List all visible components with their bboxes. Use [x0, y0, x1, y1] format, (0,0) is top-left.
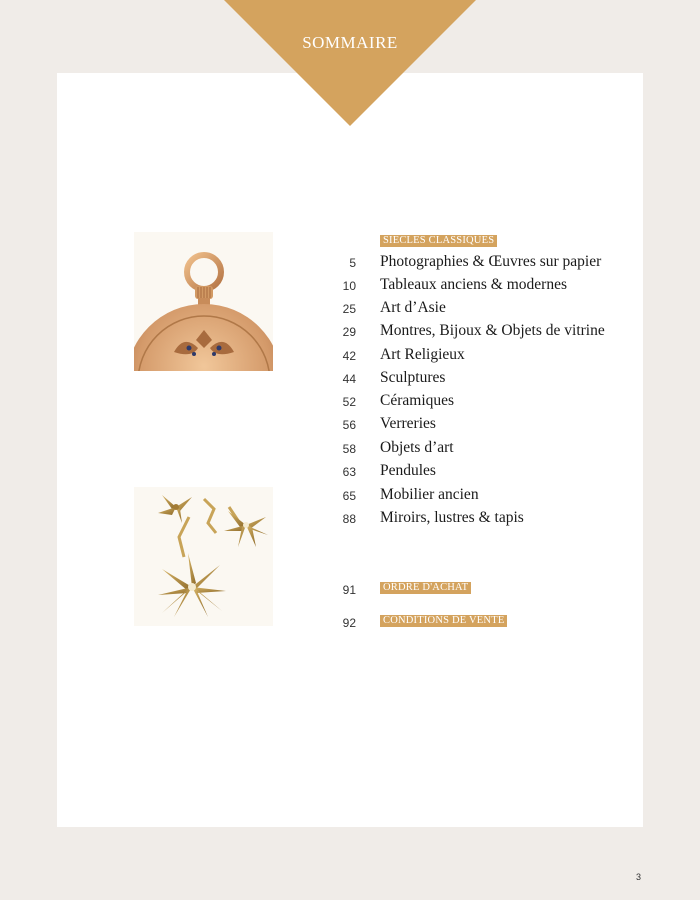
toc-item[interactable]: [300, 369, 640, 391]
toc-page-number: 88: [342, 512, 356, 526]
toc-item[interactable]: [300, 439, 640, 461]
toc-item[interactable]: [300, 276, 640, 298]
toc-page-number: 63: [342, 465, 356, 479]
pocket-watch-photo: [134, 232, 273, 371]
toc-page-number: 92: [342, 616, 356, 630]
gold-flower-brooch-photo: [134, 487, 273, 626]
toc-label: Montres, Bijoux & Objets de vitrine: [380, 322, 605, 339]
toc-label: Miroirs, lustres & tapis: [380, 509, 524, 526]
toc-page-number: 25: [342, 302, 356, 316]
toc-page-number: 42: [342, 349, 356, 363]
toc-page-number: 44: [342, 372, 356, 386]
toc-item[interactable]: [300, 486, 640, 508]
toc-item[interactable]: [300, 322, 640, 344]
toc-page-number: 29: [342, 325, 356, 339]
header-triangle: [224, 0, 476, 126]
toc-label: Objets d’art: [380, 439, 454, 456]
section-badge-ordre-achat[interactable]: ORDRE D'ACHAT: [380, 582, 471, 594]
toc-page-number: 65: [342, 489, 356, 503]
toc-label: Verreries: [380, 415, 436, 432]
toc-item[interactable]: [300, 346, 640, 368]
toc-item[interactable]: [300, 299, 640, 321]
toc-label: Sculptures: [380, 369, 446, 386]
toc-label: Art d’Asie: [380, 299, 446, 316]
toc-label: Tableaux anciens & modernes: [380, 276, 567, 293]
page-number: 3: [636, 872, 642, 882]
toc-item[interactable]: [300, 509, 640, 531]
toc-page-number: 91: [342, 583, 356, 597]
toc-page-number: 58: [342, 442, 356, 456]
section-badge-siecles-classiques: SIECLES CLASSIQUES: [380, 235, 497, 247]
toc-label: Pendules: [380, 462, 436, 479]
toc-item[interactable]: [300, 253, 640, 275]
toc-item[interactable]: [300, 415, 640, 437]
toc-label: Mobilier ancien: [380, 486, 479, 503]
toc-page-number: 56: [342, 418, 356, 432]
toc-page-number: 10: [342, 279, 356, 293]
toc-page-number: 5: [349, 256, 356, 270]
section-badge-conditions-vente[interactable]: CONDITIONS DE VENTE: [380, 615, 507, 627]
toc-item[interactable]: [300, 392, 640, 414]
toc-page-number: 52: [342, 395, 356, 409]
toc-label: Art Religieux: [380, 346, 465, 363]
toc-label: Céramiques: [380, 392, 455, 409]
page-title: SOMMAIRE: [302, 33, 398, 52]
toc-item[interactable]: [300, 462, 640, 484]
toc-label: Photographies & Œuvres sur papier: [380, 253, 602, 270]
